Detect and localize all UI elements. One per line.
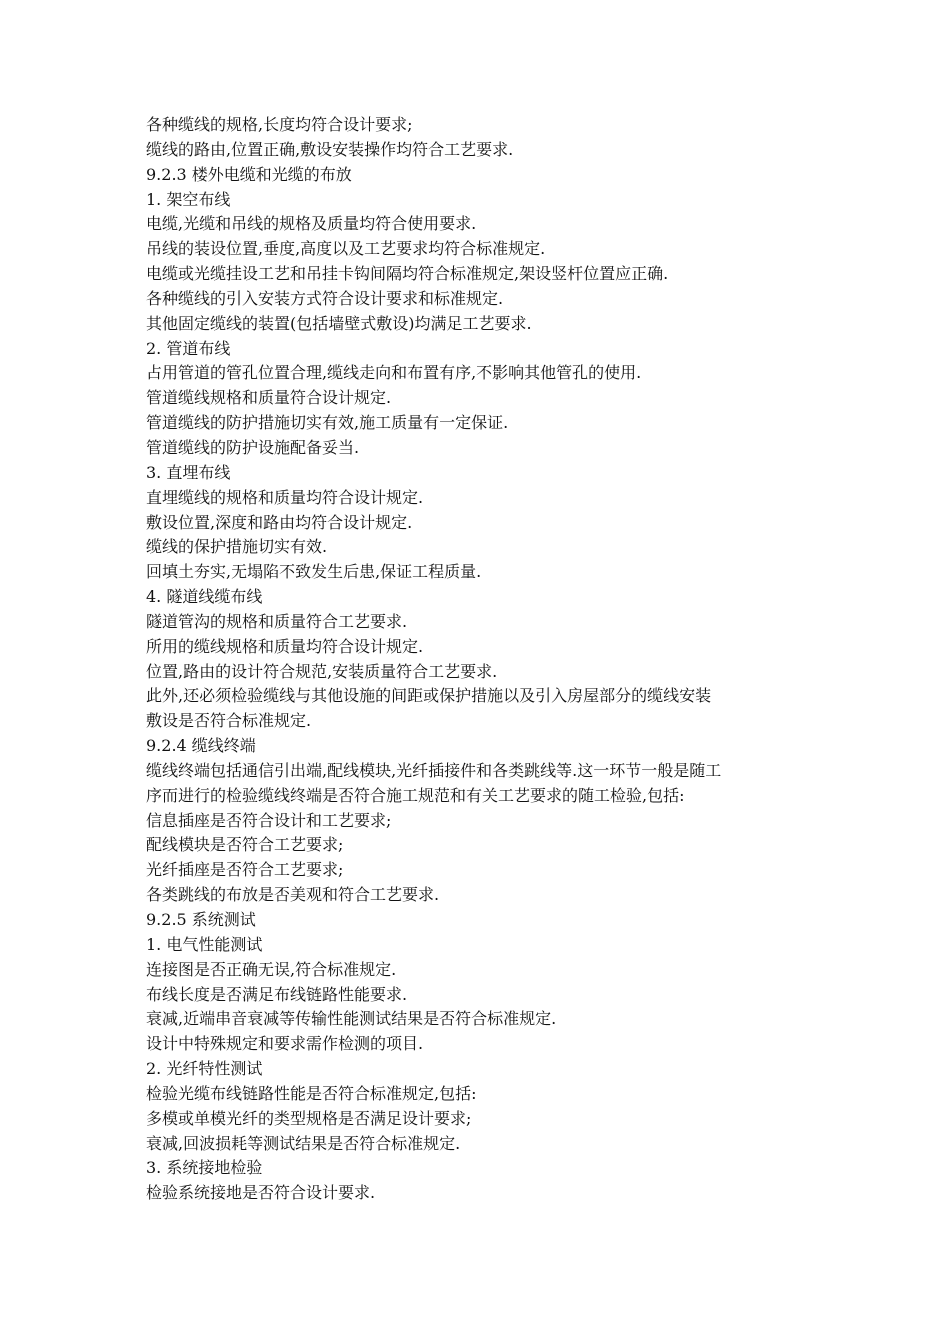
text-line: 2. 管道布线 <box>146 338 231 358</box>
text-line: 检验系统接地是否符合设计要求. <box>146 1183 376 1203</box>
text-line: 直埋缆线的规格和质量均符合设计规定. <box>146 487 424 507</box>
text-line: 各类跳线的布放是否美观和符合工艺要求. <box>146 885 440 905</box>
text-line: 检验光缆布线链路性能是否符合标准规定,包括: <box>146 1083 477 1103</box>
text-line: 4. 隧道线缆布线 <box>146 587 263 607</box>
text-line: 其他固定缆线的装置(包括墙壁式敷设)均满足工艺要求. <box>146 313 532 333</box>
text-line: 缆线终端包括通信引出端,配线模块,光纤插接件和各类跳线等.这一环节一般是随工 <box>146 760 722 780</box>
text-line: 衰减,回波损耗等测试结果是否符合标准规定. <box>146 1133 461 1153</box>
text-line: 吊线的装设位置,垂度,高度以及工艺要求均符合标准规定. <box>146 239 546 259</box>
text-line: 位置,路由的设计符合规范,安装质量符合工艺要求. <box>146 661 498 681</box>
text-line: 管道缆线的防护措施切实有效,施工质量有一定保证. <box>146 413 509 433</box>
text-line: 电缆或光缆挂设工艺和吊挂卡钩间隔均符合标准规定,架设竖杆位置应正确. <box>146 264 669 284</box>
text-line: 回填土夯实,无塌陷不致发生后患,保证工程质量. <box>146 562 482 582</box>
text-line: 9.2.3 楼外电缆和光缆的布放 <box>146 164 352 184</box>
text-line: 设计中特殊规定和要求需作检测的项目. <box>146 1034 424 1054</box>
text-line: 信息插座是否符合设计和工艺要求; <box>146 810 392 830</box>
text-line: 1. 架空布线 <box>146 189 231 209</box>
text-line: 各种缆线的引入安装方式符合设计要求和标准规定. <box>146 288 504 308</box>
text-line: 序而进行的检验缆线终端是否符合施工规范和有关工艺要求的随工检验,包括: <box>146 785 685 805</box>
text-line: 衰减,近端串音衰减等传输性能测试结果是否符合标准规定. <box>146 1009 557 1029</box>
text-line: 9.2.4 缆线终端 <box>146 736 256 756</box>
text-line: 9.2.5 系统测试 <box>146 910 256 929</box>
text-line: 光纤插座是否符合工艺要求; <box>146 860 344 880</box>
text-line: 所用的缆线规格和质量均符合设计规定. <box>146 636 424 656</box>
text-line: 管道缆线规格和质量符合设计规定. <box>146 388 392 408</box>
text-line: 多模或单模光纤的类型规格是否满足设计要求; <box>146 1108 472 1128</box>
document-body <box>146 113 816 1206</box>
text-line: 布线长度是否满足布线链路性能要求. <box>146 984 408 1004</box>
text-line: 连接图是否正确无误,符合标准规定. <box>146 959 397 979</box>
text-line: 缆线的路由,位置正确,敷设安装操作均符合工艺要求. <box>146 139 514 159</box>
text-line: 3. 直埋布线 <box>146 462 231 482</box>
text-line: 电缆,光缆和吊线的规格及质量均符合使用要求. <box>146 214 477 234</box>
text-line: 管道缆线的防护设施配备妥当. <box>146 437 360 457</box>
text-line: 缆线的保护措施切实有效. <box>146 537 328 557</box>
text-line: 配线模块是否符合工艺要求; <box>146 835 344 855</box>
text-line: 2. 光纤特性测试 <box>146 1059 263 1079</box>
text-line: 各种缆线的规格,长度均符合设计要求; <box>146 115 413 134</box>
text-line: 敷设是否符合标准规定. <box>146 711 312 731</box>
text-line: 敷设位置,深度和路由均符合设计规定. <box>146 512 413 532</box>
text-line: 此外,还必须检验缆线与其他设施的间距或保护措施以及引入房屋部分的缆线安装 <box>146 686 712 706</box>
text-line: 占用管道的管孔位置合理,缆线走向和布置有序,不影响其他管孔的使用. <box>146 363 642 383</box>
text-line: 3. 系统接地检验 <box>146 1158 263 1178</box>
text-line: 隧道管沟的规格和质量符合工艺要求. <box>146 611 408 631</box>
text-line: 1. 电气性能测试 <box>146 934 263 954</box>
